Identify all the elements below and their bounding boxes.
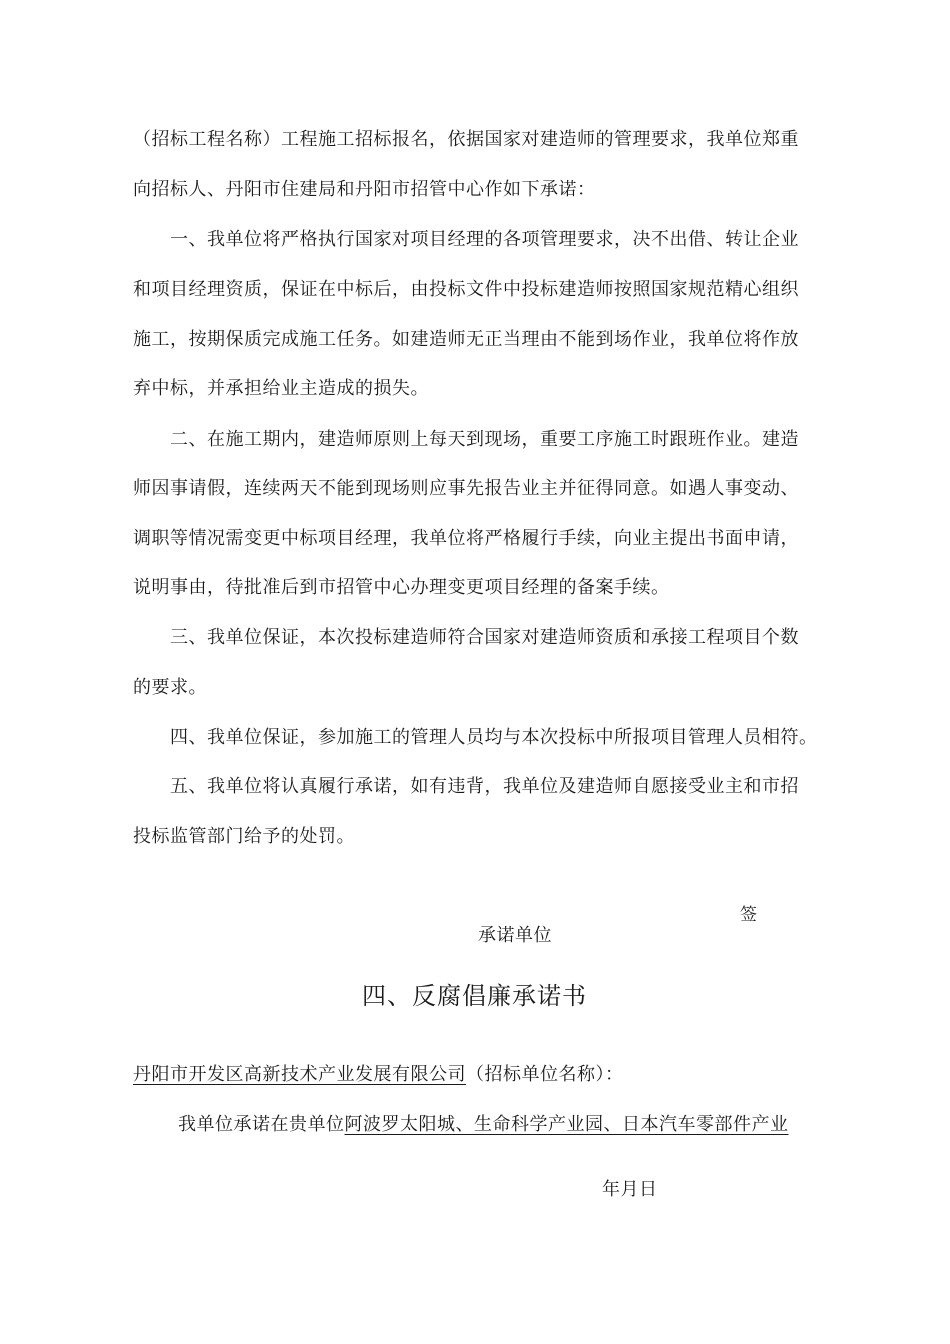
addressee-line [133, 1063, 624, 1087]
addressee-name: 丹阳市开发区高新技术产业发展有限公司 [133, 1064, 466, 1085]
paragraph-line: （招标工程名称）工程施工招标报名，依据国家对建造师的管理要求，我单位郑重 [133, 129, 799, 150]
paragraph-line: 二、在施工期内，建造师原则上每天到现场，重要工序施工时跟班作业。建造 [170, 429, 799, 450]
paragraph-line: 一、我单位将严格执行国家对项目经理的各项管理要求，决不出借、转让企业 [170, 229, 799, 250]
paragraph-line: 说明事由，待批准后到市招管中心办理变更项目经理的备案手续。 [133, 577, 670, 598]
paragraph-line: 师因事请假，连续两天不能到现场则应事先报告业主并征得同意。如遇人事变动、 [133, 478, 799, 499]
paragraph-line: 投标监管部门给予的处罚。 [133, 826, 355, 847]
body-line [178, 1113, 789, 1137]
section-title: 四、反腐倡廉承诺书 [362, 982, 587, 1010]
body-prefix: 我单位承诺在贵单位 [178, 1114, 345, 1135]
paragraph-line: 向招标人、丹阳市住建局和丹阳市招管中心作如下承诺： [133, 179, 596, 200]
paragraph-line: 的要求。 [133, 677, 207, 698]
committing-unit-label: 承诺单位 [478, 925, 552, 946]
addressee-suffix: （招标单位名称）： [466, 1064, 624, 1085]
paragraph-line: 弃中标，并承担给业主造成的损失。 [133, 378, 429, 399]
paragraph-line: 调职等情况需变更中标项目经理，我单位将严格履行手续，向业主提出书面申请， [133, 528, 799, 549]
project-name: 阿波罗太阳城、生命科学产业园、日本汽车零部件产业 [344, 1114, 789, 1135]
paragraph-line: 四、我单位保证，参加施工的管理人员均与本次投标中所报项目管理人员相符。 [170, 727, 818, 748]
paragraph-line: 施工，按期保质完成施工任务。如建造师无正当理由不能到场作业，我单位将作放 [133, 329, 799, 350]
sign-fragment: 签 [740, 905, 758, 925]
paragraph-line: 和项目经理资质，保证在中标后，由投标文件中投标建造师按照国家规范精心组织 [133, 279, 799, 300]
paragraph-line: 五、我单位将认真履行承诺，如有违背，我单位及建造师自愿接受业主和市招 [170, 776, 799, 797]
date-label: 年月日 [602, 1179, 658, 1200]
paragraph-line: 三、我单位保证，本次投标建造师符合国家对建造师资质和承接工程项目个数 [170, 627, 799, 648]
